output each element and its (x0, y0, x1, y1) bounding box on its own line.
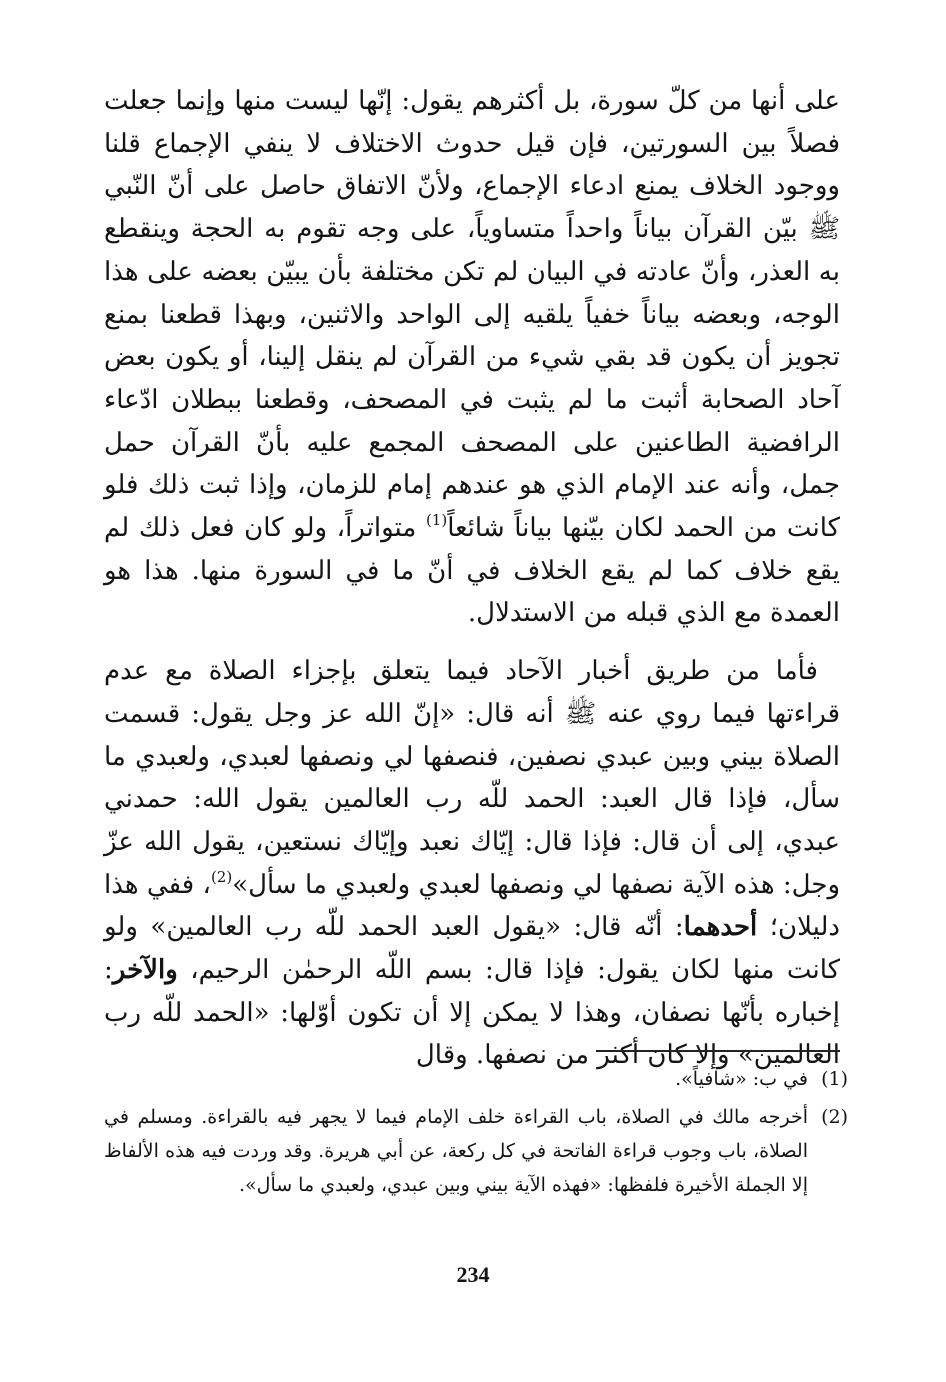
footnote-ref-2[interactable]: (2) (210, 867, 233, 886)
paragraph-1-text-b: متواتراً، ولو كان فعل ذلك لم يقع خلاف كما لم يقع الخلاف في أنّ ما في السورة منها. هذا هو العمدة مع الذي قبله من الاستدلال. (104, 513, 840, 629)
footnote-number: (2) (821, 1106, 848, 1128)
footnote-1 (104, 1062, 848, 1096)
paragraph-1 (104, 80, 840, 635)
paragraph-2-text-d: : إخباره بأنّها نصفان، وهذا لا يمكن إلا أن تكون أوّلها: «الحمد للّه رب العالمين» وإلا كان أكثر من نصفها. وقال (104, 955, 840, 1071)
footnotes (104, 1062, 848, 1206)
footnote-separator (596, 1050, 840, 1052)
second-evidence-label: والآخر (112, 955, 178, 986)
paragraph-1-text-a: على أنها من كلّ سورة، بل أكثرهم يقول: إنّها ليست منها وإنما جعلت فصلاً بين السورتين، فإن قيل حدوث الاختلاف لا ينفي الإجماع قلنا ووجود الخلاف يمنع ادعاء الإجماع، ولأنّ الاتفاق حاصل على أنّ النّبي ﷺ بيّن القرآن بياناً واحداً متساوياً، على وجه تقوم به الحجة وينقطع به العذر، وأنّ عادته في البيان لم تكن مختلفة بأن يبيّن بعضه على هذا الوجه، وبعضه بياناً خفياً يلقيه إلى الواحد والاثنين، وبهذا قطعنا بمنع تجويز أن يكون قد بقي شيء من القرآن لم ينقل إلينا، أو يكون بعض آحاد الصحابة أثبت ما لم يثبت في المصحف، وقطعنا ببطلان ادّعاء الرافضية الطاعنين على المصحف المجمع عليه بأنّ القرآن حمل جمل، وأنه عند الإمام الذي هو عندهم إمام للزمان، وإذا ثبت ذلك فلو كانت من الحمد لكان بيّنها بياناً شائعاً (104, 86, 840, 544)
footnote-ref-1[interactable]: (1) (425, 511, 448, 530)
page-number: 234 (456, 1262, 490, 1287)
paragraph-2-text-c: : أنّه قال: «يقول العبد الحمد للّه رب العالمين» ولو كانت منها لكان يقول: فإذا قال: بسم اللّه الرحمٰن الرحيم، (104, 912, 840, 986)
paragraph-2-text-b: ، ففي هذا دليلان؛ (104, 869, 841, 943)
footnote-text: في ب: «شافياً». (675, 1068, 808, 1090)
main-text (104, 80, 840, 1077)
footnote-number: (1) (821, 1068, 848, 1090)
footnote-text: أخرجه مالك في الصلاة، باب القراءة خلف الإمام فيما لا يجهر فيه بالقراءة. ومسلم في الصلاة، باب وجوب قراءة الفاتحة في كل ركعة، عن أبي هريرة. وقد وردت فيه هذه الألفاظ إلا الجملة الأخيرة فلفظها: «فهذه الآية بيني وبين عبدي، ولعبدي ما سأل». (104, 1106, 808, 1196)
first-evidence-label: أحدهما (683, 912, 758, 943)
paragraph-2-text-a: فأما من طريق أخبار الآحاد فيما يتعلق بإجزاء الصلاة مع عدم قراءتها فيما روي عنه ﷺ أنه قال: «إنّ الله عز وجل يقول: قسمت الصلاة بيني وبين عبدي نصفين، فنصفها لي ونصفها لعبدي، ولعبدي ما سأل، فإذا قال العبد: الحمد للّه رب العالمين يقول الله: حمدني عبدي، إلى أن قال: فإذا قال: إيّاك نعبد وإيّاك نستعين، يقول الله عزّ وجل: هذه الآية نصفها لي ونصفها لعبدي ولعبدي ما سأل» (104, 656, 840, 900)
footnote-2 (104, 1100, 848, 1202)
paragraph-2 (104, 650, 840, 1077)
